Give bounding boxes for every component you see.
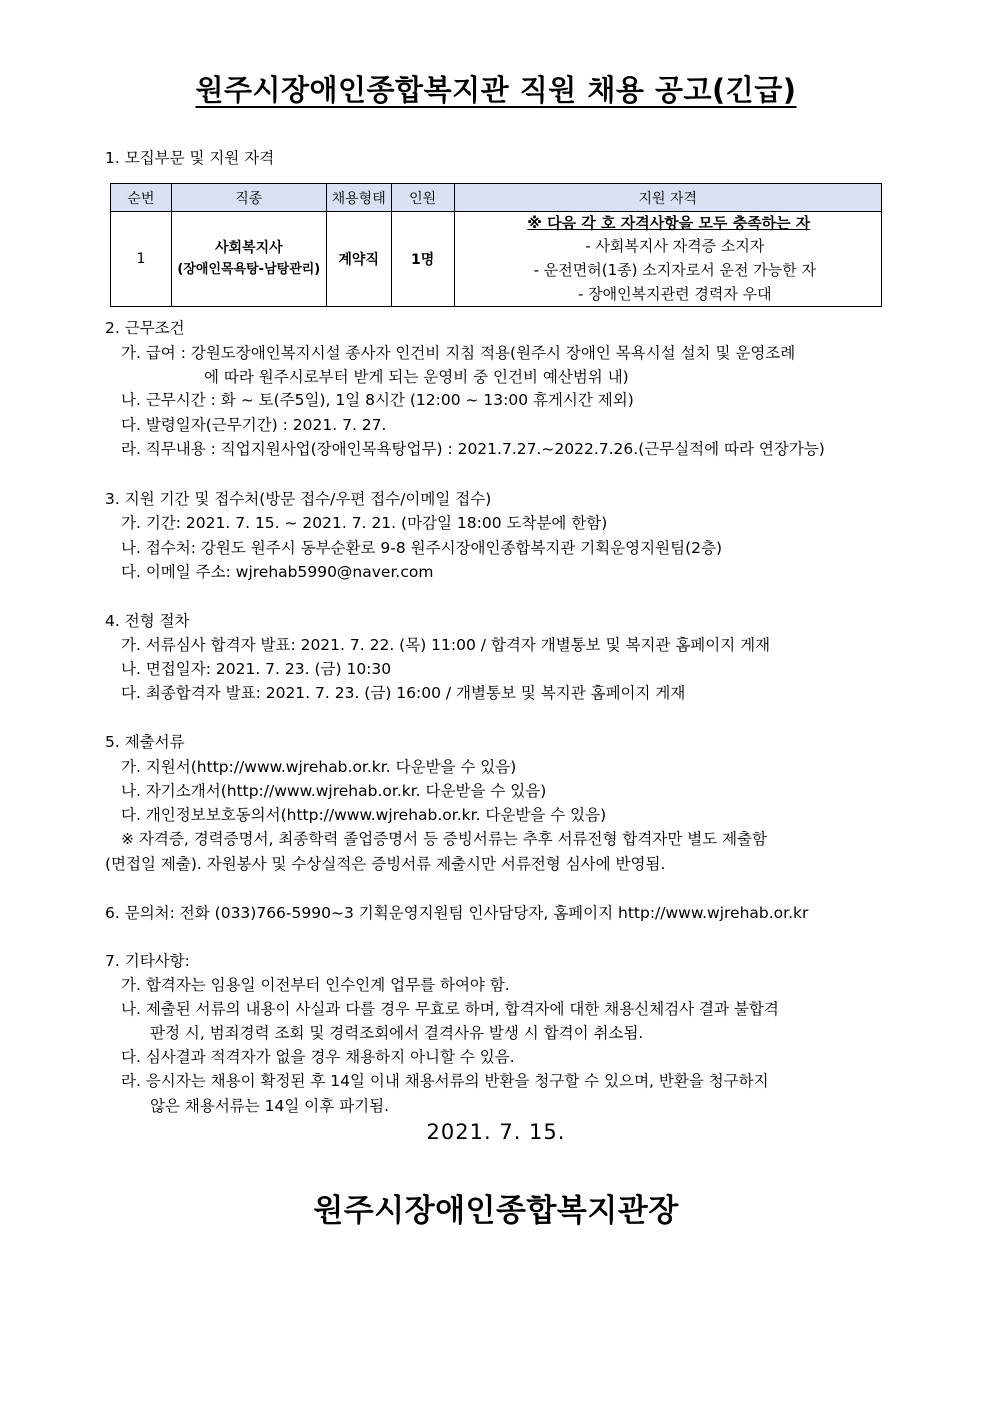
section5-item-b: 나. 자기소개서(http://www.wjrehab.or.kr. 다운받을 수 있음) <box>121 782 547 800</box>
section7-item-b-cont: 판정 시, 범죄경력 조회 및 경력조회에서 결격사유 발생 시 합격이 취소됨. <box>150 1024 644 1042</box>
job-detail: (장애인목욕탕-남탕관리) <box>177 262 321 277</box>
section5-item-a: 가. 지원서(http://www.wjrehab.or.kr. 다운받을 수 있음) <box>121 758 517 776</box>
section2-item-a-cont: 에 따라 원주시로부터 받게 되는 운영비 중 인건비 예산범위 내) <box>204 368 629 386</box>
section2-item-a: 가. 급여 : 강원도장애인복지시설 종사자 인건비 지침 적용(원주시 장애인 목욕시설 설치 및 운영조례 <box>121 344 796 362</box>
job-title: 사회복지사 <box>215 240 283 256</box>
cell-job <box>171 212 326 307</box>
section5-heading: 5. 제출서류 <box>105 733 185 751</box>
section7-heading: 7. 기타사항: <box>105 952 190 970</box>
section3-item-a: 가. 기간: 2021. 7. 15. ~ 2021. 7. 21. (마감일 18:00 도착분에 한함) <box>121 514 608 532</box>
header-no: 순번 <box>111 184 172 212</box>
section3-item-c: 다. 이메일 주소: wjrehab5990@naver.com <box>121 563 434 581</box>
qualification-item: - 장애인복지관련 경력자 우대 <box>577 285 772 303</box>
section5-item-c: 다. 개인정보보호동의서(http://www.wjrehab.or.kr. 다운받을 수 있음) <box>121 806 607 824</box>
cell-no: 1 <box>111 212 172 307</box>
section3-item-b: 나. 접수처: 강원도 원주시 동부순환로 9-8 원주시장애인종합복지관 기획운영지원팀(2층) <box>121 539 722 557</box>
qualification-item: - 사회복지사 자격증 소지자 <box>585 237 765 255</box>
section7-item-a: 가. 합격자는 임용일 이전부터 인수인계 업무를 하여야 함. <box>121 976 510 994</box>
section7-item-d-cont: 않은 채용서류는 14일 이후 파기됨. <box>150 1097 390 1115</box>
header-job: 직종 <box>171 184 326 212</box>
section7-item-b: 나. 제출된 서류의 내용이 사실과 다를 경우 무효로 하며, 합격자에 대한 채용신체검사 결과 불합격 <box>121 1000 779 1018</box>
section5-note: ※ 자격증, 경력증명서, 최종학력 졸업증명서 등 증빙서류는 추후 서류전형 합격자만 별도 제출함 <box>121 830 768 848</box>
section2-item-d: 라. 직무내용 : 직업지원사업(장애인목욕탕업무) : 2021.7.27.~2022.7.26.(근무실적에 따라 연장가능) <box>121 440 825 458</box>
section2-heading: 2. 근무조건 <box>105 319 185 337</box>
qualification-item: - 운전면허(1종) 소지자로서 운전 가능한 자 <box>533 261 816 279</box>
header-count: 인원 <box>391 184 454 212</box>
header-qualification: 지원 자격 <box>454 184 881 212</box>
header-type: 채용형태 <box>326 184 391 212</box>
section3-heading: 3. 지원 기간 및 접수처(방문 접수/우편 접수/이메일 접수) <box>105 490 492 508</box>
section7-item-c: 다. 심사결과 적격자가 없을 경우 채용하지 아니할 수 있음. <box>121 1048 515 1066</box>
section5-note-cont: (면접일 제출). 자원봉사 및 수상실적은 증빙서류 제출시만 서류전형 심사에 반영됨. <box>105 855 666 873</box>
section4-item-c: 다. 최종합격자 발표: 2021. 7. 23. (금) 16:00 / 개별통보 및 복지관 홈페이지 게재 <box>121 684 686 702</box>
cell-type: 계약직 <box>326 212 391 307</box>
table-header-row <box>111 184 882 212</box>
qualification-heading: ※ 다음 각 호 자격사항을 모두 충족하는 자 <box>527 214 811 232</box>
recruitment-table <box>110 183 882 307</box>
section1-heading: 1. 모집부문 및 지원 자격 <box>105 149 275 167</box>
section2-item-c: 다. 발령일자(근무기간) : 2021. 7. 27. <box>121 416 387 434</box>
section4-heading: 4. 전형 절차 <box>105 612 190 630</box>
section2-item-b: 나. 근무시간 : 화 ~ 토(주5일), 1일 8시간 (12:00 ~ 13:00 휴게시간 제외) <box>121 391 634 409</box>
signer-name: 원주시장애인종합복지관장 <box>313 1193 679 1229</box>
section4-item-b: 나. 면접일자: 2021. 7. 23. (금) 10:30 <box>121 660 392 678</box>
document-title: 원주시장애인종합복지관 직원 채용 공고(긴급) <box>195 73 797 107</box>
section4-item-a: 가. 서류심사 합격자 발표: 2021. 7. 22. (목) 11:00 / 합격자 개별통보 및 복지관 홈페이지 게재 <box>121 636 771 654</box>
cell-count: 1명 <box>391 212 454 307</box>
cell-qualification <box>454 212 881 307</box>
section6-contact: 6. 문의처: 전화 (033)766-5990~3 기획운영지원팀 인사담당자, 홈페이지 http://www.wjrehab.or.kr <box>105 904 809 922</box>
table-row <box>111 212 882 307</box>
section7-item-d: 라. 응시자는 채용이 확정된 후 14일 이내 채용서류의 반환을 청구할 수 있으며, 반환을 청구하지 <box>121 1072 769 1090</box>
announcement-date: 2021. 7. 15. <box>426 1120 566 1144</box>
